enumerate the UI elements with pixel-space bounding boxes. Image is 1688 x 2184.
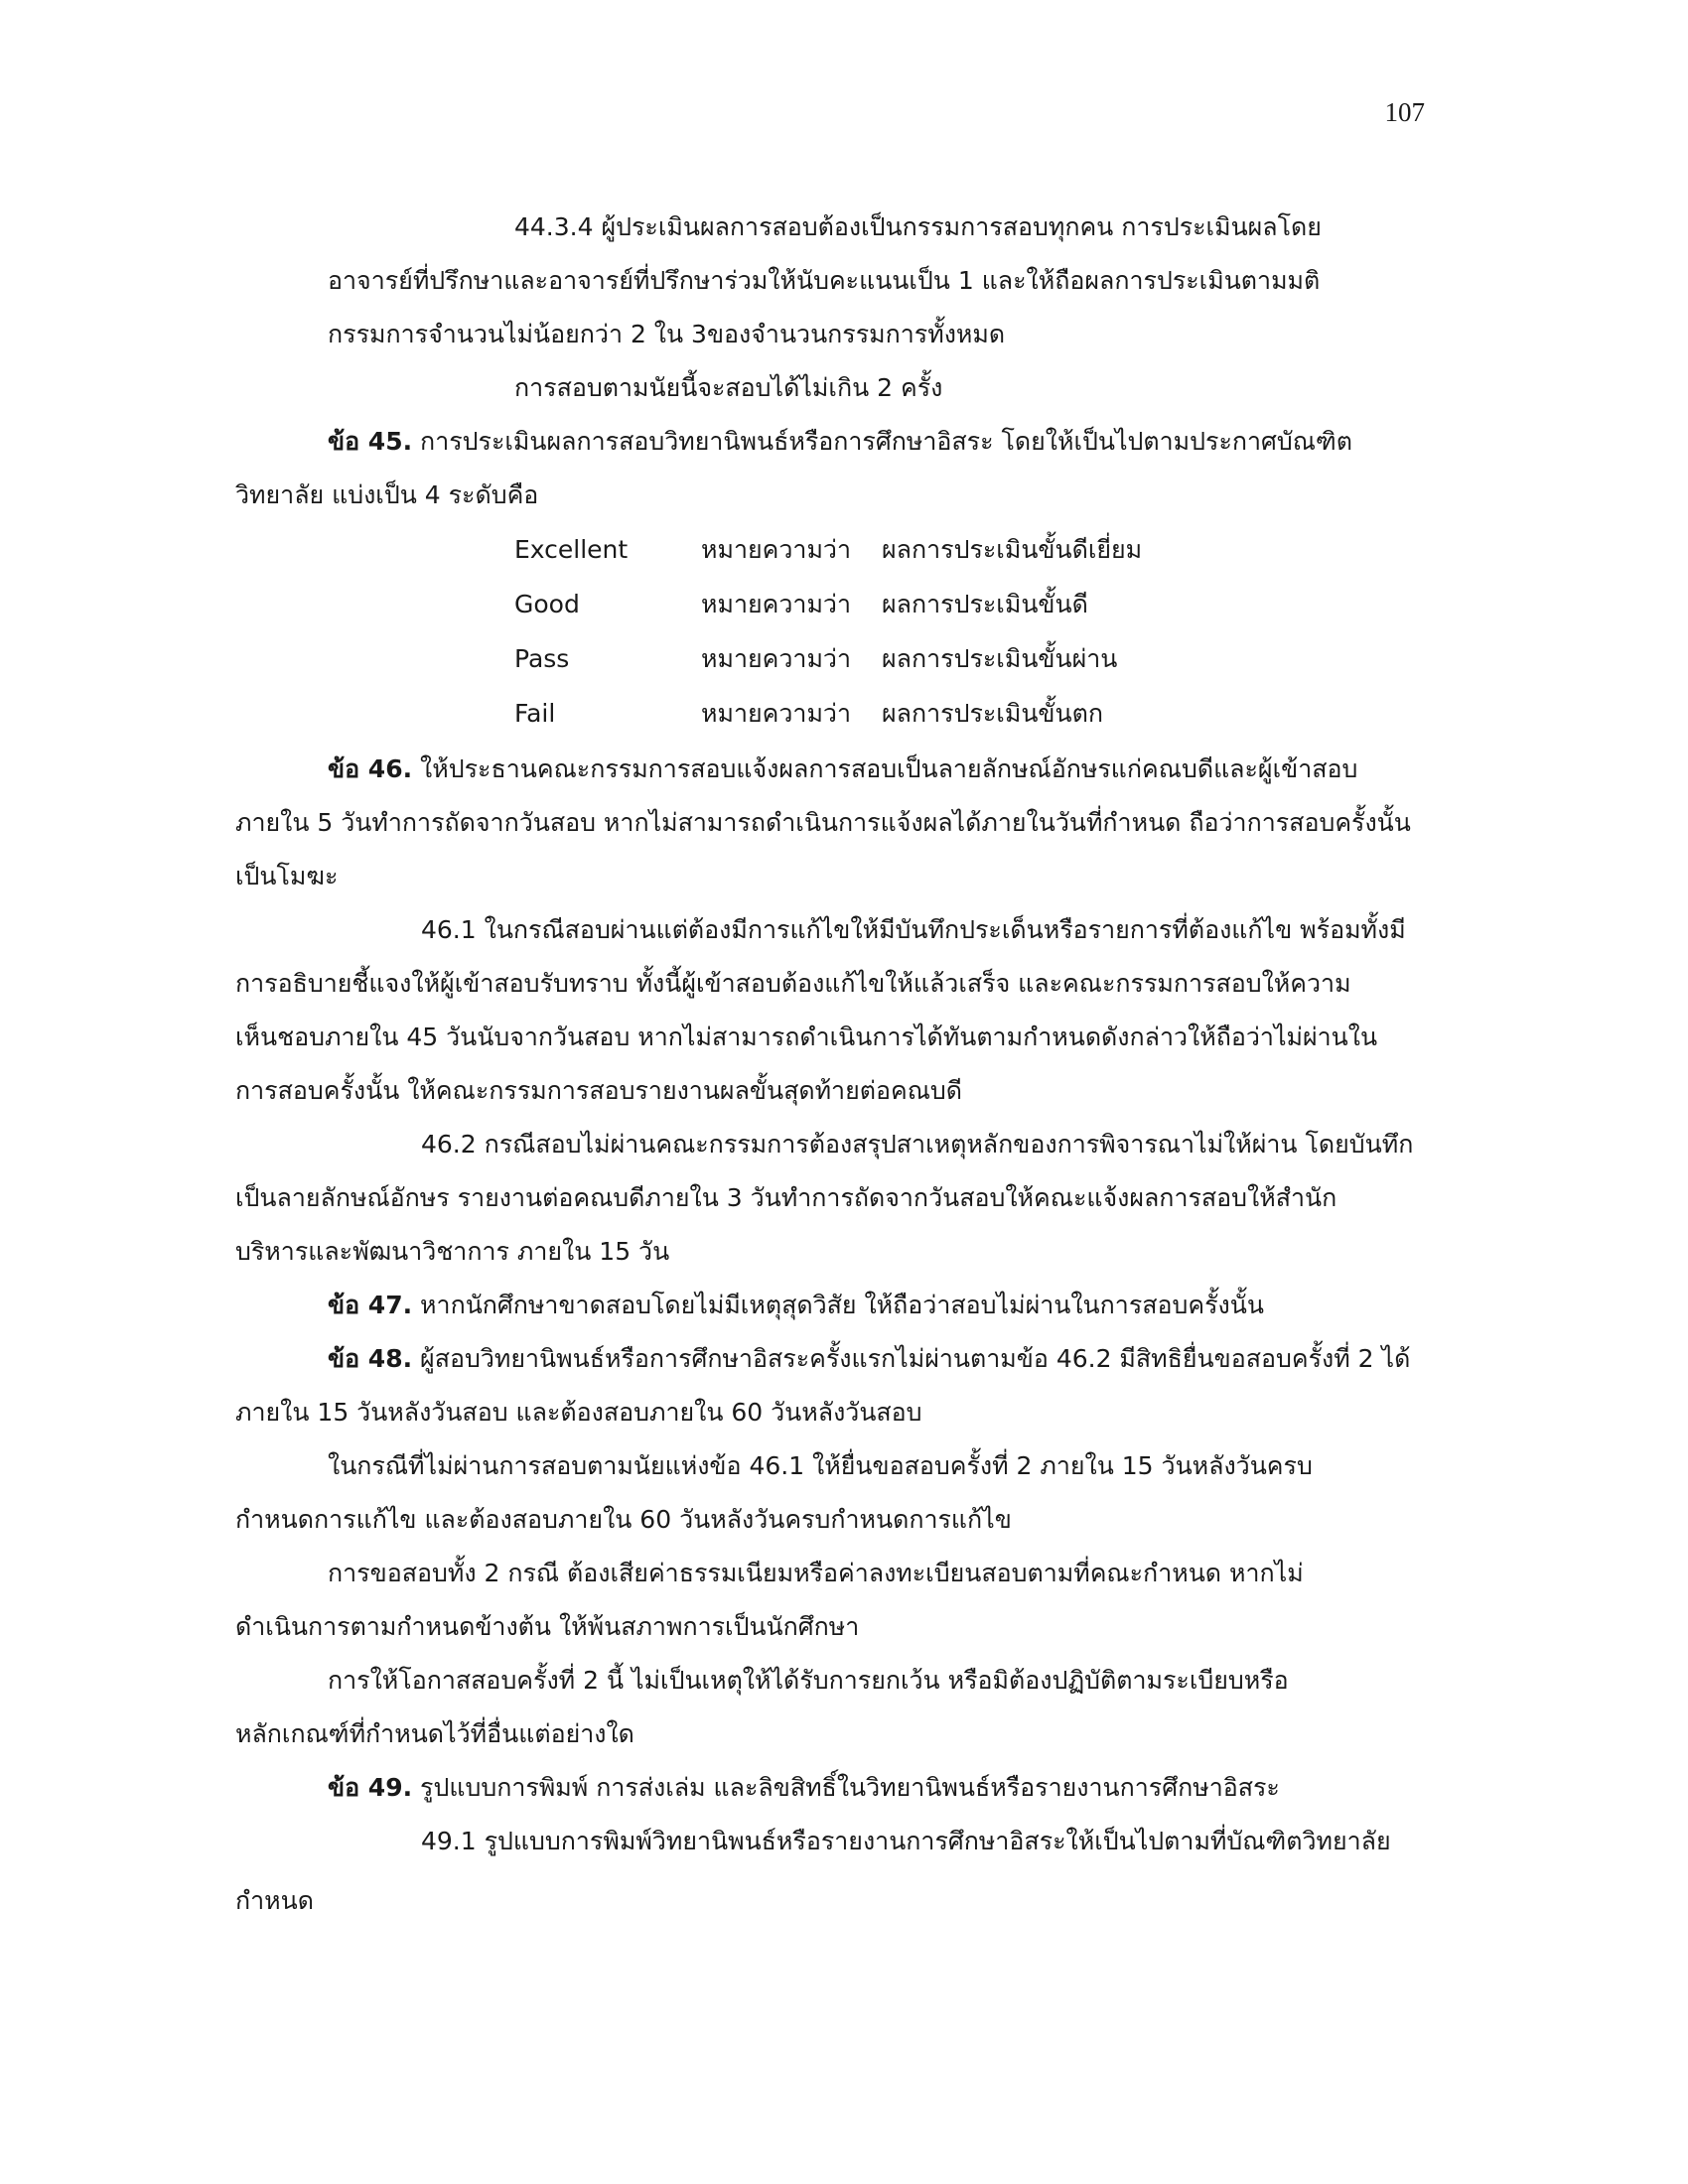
paragraph-line: 49.1 รูปแบบการพิมพ์วิทยานิพนธ์หรือรายงานการศึกษาอิสระให้เป็นไปตามที่บัณฑิตวิทยาลัย	[421, 1827, 1391, 1855]
grade-description: ผลการประเมินขั้นดี	[882, 590, 1088, 618]
grade-level: Good	[514, 590, 580, 618]
paragraph-line: อาจารย์ที่ปรึกษาและอาจารย์ที่ปรึกษาร่วมให้นับคะแนนเป็น 1 และให้ถือผลการประเมินตามมติ	[328, 266, 1321, 295]
paragraph-line: หลักเกณฑ์ที่กำหนดไว้ที่อื่นแต่อย่างใด	[235, 1719, 634, 1748]
paragraph-line: การอธิบายชี้แจงให้ผู้เข้าสอบรับทราบ ทั้งนี้ผู้เข้าสอบต้องแก้ไขให้แล้วเสร็จ และคณะกรรมการสอบให้ความ	[235, 969, 1351, 998]
paragraph-line: กรรมการจำนวนไม่น้อยกว่า 2 ใน 3ของจำนวนกรรมการทั้งหมด	[328, 320, 1006, 348]
grade-level: Fail	[514, 699, 556, 728]
page-number: 107	[1384, 97, 1425, 127]
paragraph-line: บริหารและพัฒนาวิชาการ ภายใน 15 วัน	[235, 1237, 670, 1266]
clause-46-heading: ข้อ 46. ให้ประธานคณะกรรมการสอบแจ้งผลการสอบเป็นลายลักษณ์อักษรแก่คณบดีและผู้เข้าสอบ	[328, 754, 1358, 783]
clause-45-heading: ข้อ 45. การประเมินผลการสอบวิทยานิพนธ์หรือการศึกษาอิสระ โดยให้เป็นไปตามประกาศบัณฑิต	[328, 427, 1352, 456]
grade-meaning: หมายความว่า	[701, 590, 852, 618]
grade-meaning: หมายความว่า	[701, 535, 852, 564]
paragraph-line: กำหนดการแก้ไข และต้องสอบภายใน 60 วันหลังวันครบกำหนดการแก้ไข	[235, 1505, 1012, 1534]
grade-level: Pass	[514, 644, 570, 673]
clause-47-heading: ข้อ 47. หากนักศึกษาขาดสอบโดยไม่มีเหตุสุดวิสัย ให้ถือว่าสอบไม่ผ่านในการสอบครั้งนั้น	[328, 1291, 1264, 1319]
paragraph-line: เป็นลายลักษณ์อักษร รายงานต่อคณบดีภายใน 3 วันทำการถัดจากวันสอบให้คณะแจ้งผลการสอบให้สำนัก	[235, 1183, 1337, 1212]
paragraph-line: เป็นโมฆะ	[235, 862, 339, 890]
paragraph-line: ในกรณีที่ไม่ผ่านการสอบตามนัยแห่งข้อ 46.1 ให้ยื่นขอสอบครั้งที่ 2 ภายใน 15 วันหลังวันครบ	[328, 1451, 1313, 1480]
paragraph-line: 46.2 กรณีสอบไม่ผ่านคณะกรรมการต้องสรุปสาเหตุหลักของการพิจารณาไม่ให้ผ่าน โดยบันทึก	[421, 1130, 1414, 1159]
paragraph-line: ภายใน 5 วันทำการถัดจากวันสอบ หากไม่สามารถดำเนินการแจ้งผลได้ภายในวันที่กำหนด ถือว่าการสอบครั้งนั้น	[235, 808, 1411, 837]
grade-description: ผลการประเมินขั้นตก	[882, 699, 1103, 728]
grade-description: ผลการประเมินขั้นดีเยี่ยม	[882, 535, 1143, 564]
paragraph-line: 44.3.4 ผู้ประเมินผลการสอบต้องเป็นกรรมการสอบทุกคน การประเมินผลโดย	[514, 212, 1322, 241]
clause-48-heading: ข้อ 48. ผู้สอบวิทยานิพนธ์หรือการศึกษาอิสระครั้งแรกไม่ผ่านตามข้อ 46.2 มีสิทธิยื่นขอสอบครั้งที่ 2 ได้	[328, 1344, 1411, 1373]
paragraph-line: การสอบครั้งนั้น ให้คณะกรรมการสอบรายงานผลขั้นสุดท้ายต่อคณบดี	[235, 1076, 963, 1105]
grade-meaning: หมายความว่า	[701, 644, 852, 673]
paragraph-line: 46.1 ในกรณีสอบผ่านแต่ต้องมีการแก้ไขให้มีบันทึกประเด็นหรือรายการที่ต้องแก้ไข พร้อมทั้งมี	[421, 915, 1406, 944]
paragraph-line: ภายใน 15 วันหลังวันสอบ และต้องสอบภายใน 60 วันหลังวันสอบ	[235, 1398, 922, 1427]
paragraph-line: ดำเนินการตามกำหนดข้างต้น ให้พ้นสภาพการเป็นนักศึกษา	[235, 1612, 860, 1641]
paragraph-line: กำหนด	[235, 1886, 314, 1915]
paragraph-line: วิทยาลัย แบ่งเป็น 4 ระดับคือ	[235, 480, 539, 509]
paragraph-line: การสอบตามนัยนี้จะสอบได้ไม่เกิน 2 ครั้ง	[514, 373, 943, 402]
grade-meaning: หมายความว่า	[701, 699, 852, 728]
paragraph-line: การขอสอบทั้ง 2 กรณี ต้องเสียค่าธรรมเนียมหรือค่าลงทะเบียนสอบตามที่คณะกำหนด หากไม่	[328, 1559, 1304, 1587]
clause-49-heading: ข้อ 49. รูปแบบการพิมพ์ การส่งเล่ม และลิขสิทธิ์ในวิทยานิพนธ์หรือรายงานการศึกษาอิสระ	[328, 1773, 1280, 1802]
paragraph-line: การให้โอกาสสอบครั้งที่ 2 นี้ ไม่เป็นเหตุให้ได้รับการยกเว้น หรือมิต้องปฏิบัติตามระเบียบหรือ	[328, 1666, 1289, 1695]
grade-description: ผลการประเมินขั้นผ่าน	[882, 644, 1118, 673]
paragraph-line: เห็นชอบภายใน 45 วันนับจากวันสอบ หากไม่สามารถดำเนินการได้ทันตามกำหนดดังกล่าวให้ถือว่าไม่ผ่านใน	[235, 1023, 1378, 1051]
grade-level: Excellent	[514, 535, 629, 564]
